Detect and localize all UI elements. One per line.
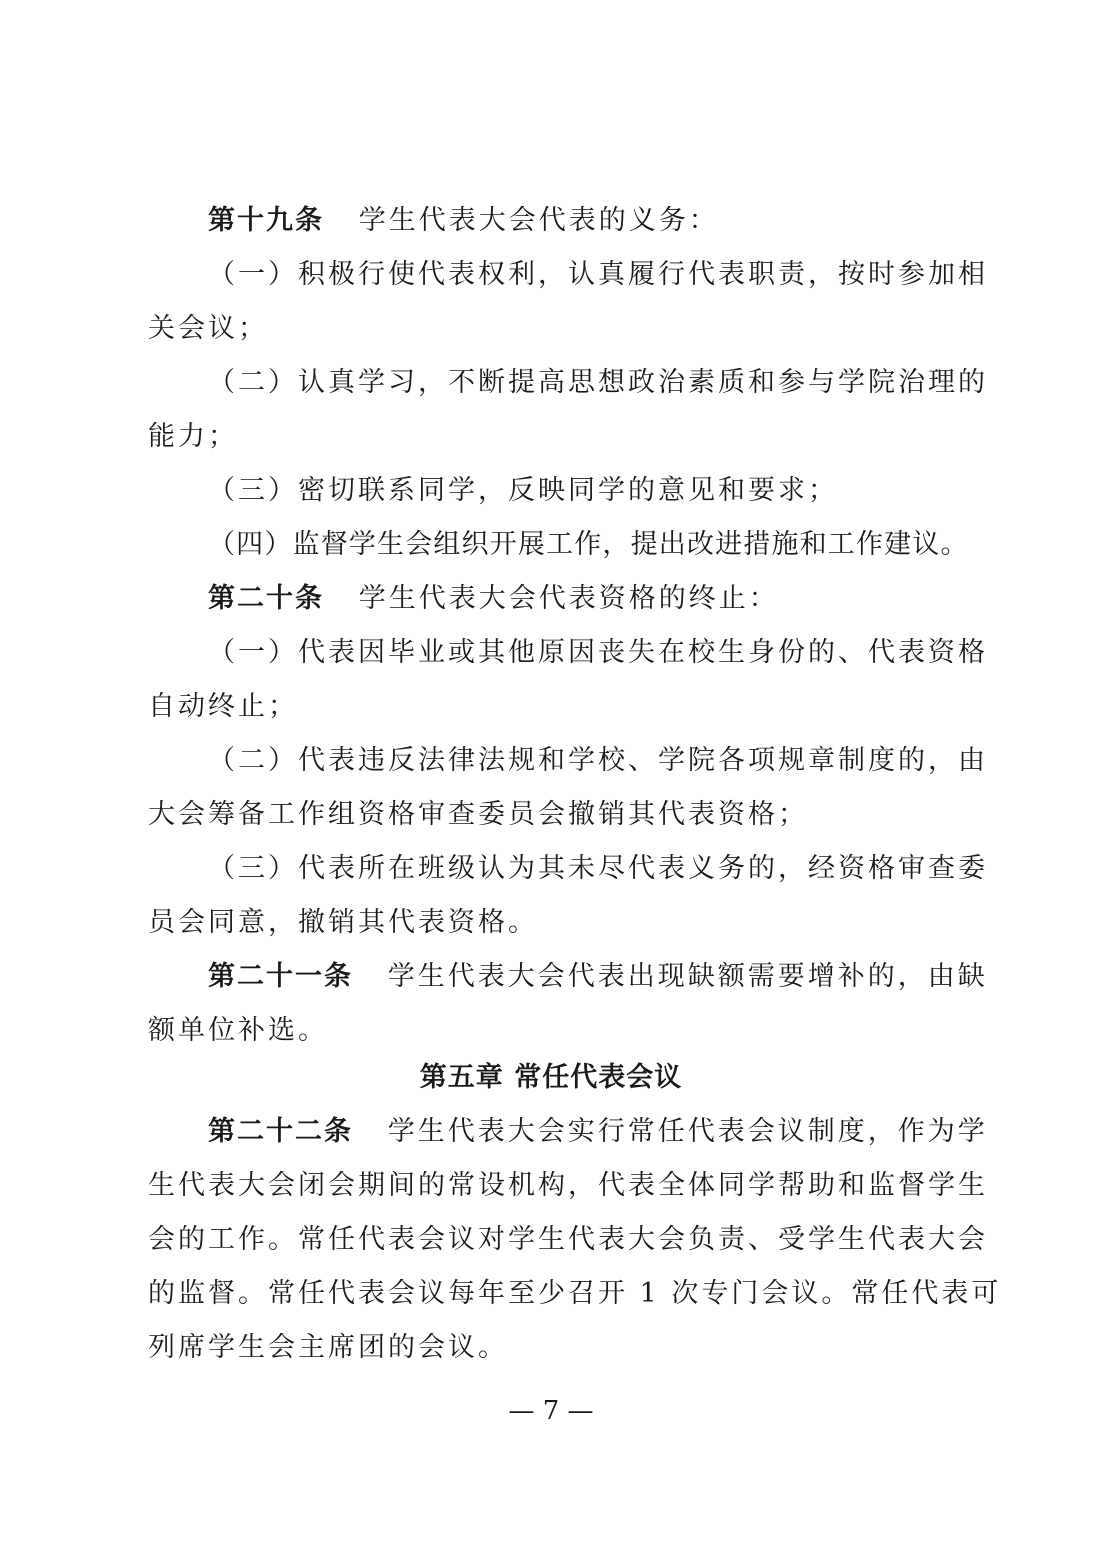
article-19-item-2-line-1: （二）认真学习，不断提高思想政治素质和参与学院治理的 <box>208 367 988 398</box>
article-22-text: 学生代表大会实行常任代表会议制度，作为学 <box>387 1116 988 1147</box>
page-number: — 7 — <box>508 1396 594 1426</box>
article-19-heading: 第十九条 <box>208 205 324 236</box>
article-21-spacer <box>365 961 377 992</box>
article-20-item-1-line-2: 自动终止； <box>148 691 298 722</box>
article-21-line-1 <box>208 957 988 997</box>
article-22-line-4: 的监督。常任代表会议每年至少召开 1 次专门会议。常任代表可 <box>148 1278 1002 1309</box>
article-19-item-1-line-1: （一）积极行使代表权利，认真履行代表职责，按时参加相 <box>208 259 988 290</box>
article-22-line-3: 会的工作。常任代表会议对学生代表大会负责、受学生代表大会 <box>148 1224 988 1255</box>
article-19-spacer <box>336 205 348 236</box>
article-22-line-2: 生代表大会闭会期间的常设机构，代表全体同学帮助和监督学生 <box>148 1170 988 1201</box>
chapter-5-title: 第五章 常任代表会议 <box>419 1062 683 1093</box>
article-21-text: 学生代表大会代表出现缺额需要增补的，由缺 <box>387 961 988 992</box>
article-20-item-3-line-1: （三）代表所在班级认为其未尽代表义务的，经资格审查委 <box>208 853 988 884</box>
article-19-title: 学生代表大会代表的义务： <box>358 205 719 236</box>
article-20-item-2-line-2: 大会筹备工作组资格审查委员会撤销其代表资格； <box>148 799 808 830</box>
article-20-title: 学生代表大会代表资格的终止： <box>358 583 779 614</box>
article-20-item-3-line-2: 员会同意，撤销其代表资格。 <box>148 907 538 938</box>
article-19-title-line <box>208 201 968 241</box>
article-20-heading: 第二十条 <box>208 583 324 614</box>
article-19-item-4: （四）监督学生会组织开展工作，提出改进措施和工作建议。 <box>208 529 968 560</box>
article-19-item-3: （三）密切联系同学，反映同学的意见和要求； <box>208 475 838 506</box>
article-20-title-line <box>208 579 968 619</box>
article-21-line-2: 额单位补选。 <box>148 1015 328 1046</box>
article-22-heading: 第二十二条 <box>208 1116 353 1147</box>
article-20-item-1-line-1: （一）代表因毕业或其他原因丧失在校生身份的、代表资格 <box>208 637 988 668</box>
article-22-spacer <box>365 1116 377 1147</box>
article-22-line-5: 列席学生会主席团的会议。 <box>148 1332 508 1363</box>
article-19-item-1-line-2: 关会议； <box>148 313 268 344</box>
article-19-item-2-line-2: 能力； <box>148 421 238 452</box>
article-20-item-2-line-1: （二）代表违反法律法规和学校、学院各项规章制度的，由 <box>208 745 988 776</box>
article-20-spacer <box>336 583 348 614</box>
article-21-heading: 第二十一条 <box>208 961 353 992</box>
article-22-line-1 <box>208 1112 988 1152</box>
